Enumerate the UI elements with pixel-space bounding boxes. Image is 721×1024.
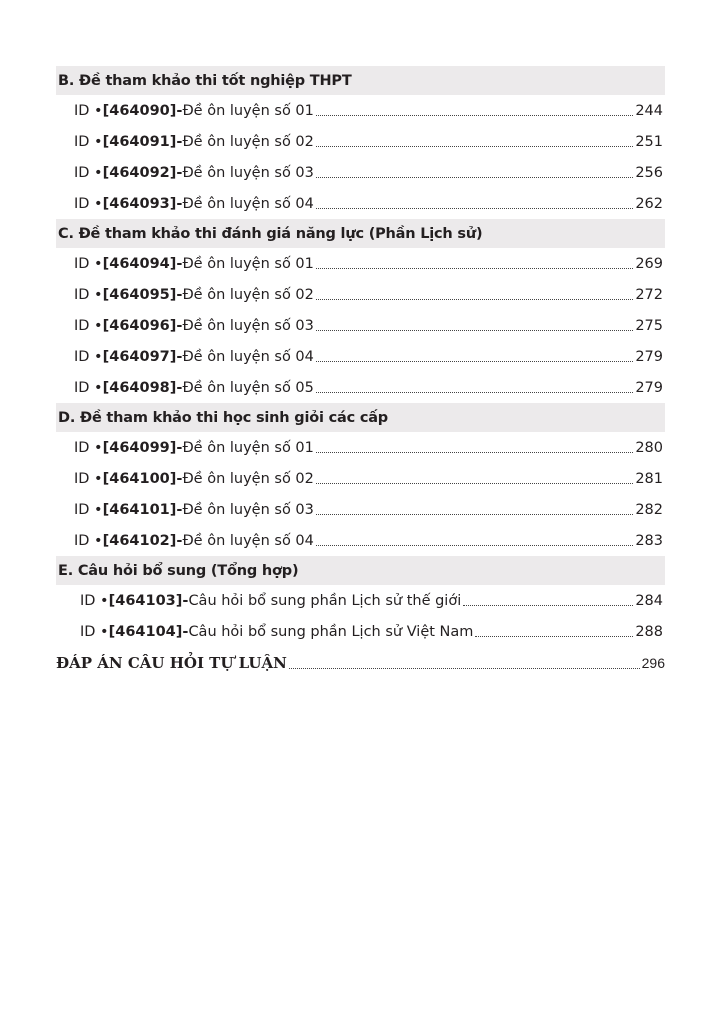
- entry-page: 279: [635, 379, 663, 396]
- entry-separator: -: [176, 317, 183, 334]
- toc-entry[interactable]: [56, 279, 665, 310]
- entry-prefix: ID •: [74, 164, 103, 181]
- entry-prefix: ID •: [74, 102, 103, 119]
- entry-page: 269: [635, 255, 663, 272]
- entry-page: 288: [635, 623, 663, 640]
- entry-separator: -: [176, 195, 183, 212]
- entry-page: 256: [635, 164, 663, 181]
- entry-page: 284: [635, 592, 663, 609]
- entry-prefix: ID •: [74, 317, 103, 334]
- dot-leader: [475, 635, 633, 637]
- entry-id: [464095]: [102, 286, 177, 303]
- dot-leader: [289, 667, 640, 669]
- toc-entry[interactable]: [56, 372, 665, 403]
- entry-title: Đề ôn luyện số 02: [182, 470, 314, 487]
- entry-separator: -: [176, 286, 183, 303]
- answer-key-label: ĐÁP ÁN CÂU HỎI TỰ LUẬN: [56, 654, 287, 672]
- dot-leader: [316, 267, 633, 269]
- section-heading: E. Câu hỏi bổ sung (Tổng hợp): [56, 556, 665, 585]
- dot-leader: [316, 207, 633, 209]
- entry-page: 262: [635, 195, 663, 212]
- entry-separator: -: [176, 532, 183, 549]
- entry-id: [464092]: [102, 164, 177, 181]
- dot-leader: [316, 451, 633, 453]
- entry-page: 281: [635, 470, 663, 487]
- section-heading: D. Đề tham khảo thi học sinh giỏi các cấp: [56, 403, 665, 432]
- dot-leader: [316, 391, 633, 393]
- entry-separator: -: [176, 133, 183, 150]
- entry-title: Đề ôn luyện số 03: [182, 164, 314, 181]
- toc-entry[interactable]: [56, 157, 665, 188]
- entry-title: Đề ôn luyện số 05: [182, 379, 314, 396]
- toc-entry[interactable]: [56, 432, 665, 463]
- entry-title: Đề ôn luyện số 01: [182, 255, 314, 272]
- entry-id: [464099]: [102, 439, 177, 456]
- entry-title: Đề ôn luyện số 04: [182, 195, 314, 212]
- entry-separator: -: [176, 348, 183, 365]
- entry-separator: -: [182, 592, 189, 609]
- entry-title: Đề ôn luyện số 01: [182, 439, 314, 456]
- entry-separator: -: [176, 470, 183, 487]
- dot-leader: [463, 604, 633, 606]
- dot-leader: [316, 482, 633, 484]
- toc-entry[interactable]: [56, 310, 665, 341]
- entry-id: [464101]: [102, 501, 177, 518]
- dot-leader: [316, 513, 633, 515]
- toc-entry[interactable]: [56, 585, 665, 616]
- entry-separator: -: [176, 439, 183, 456]
- entry-separator: -: [182, 623, 189, 640]
- entry-title: Đề ôn luyện số 02: [182, 133, 314, 150]
- toc-entry[interactable]: [56, 463, 665, 494]
- entry-prefix: ID •: [74, 195, 103, 212]
- entry-id: [464096]: [102, 317, 177, 334]
- entry-prefix: ID •: [80, 592, 109, 609]
- entry-title: Đề ôn luyện số 04: [182, 348, 314, 365]
- entry-title: Đề ôn luyện số 04: [182, 532, 314, 549]
- entry-id: [464100]: [102, 470, 177, 487]
- entry-prefix: ID •: [74, 348, 103, 365]
- entry-separator: -: [176, 102, 183, 119]
- entry-id: [464098]: [102, 379, 177, 396]
- entry-title: Câu hỏi bổ sung phần Lịch sử Việt Nam: [188, 623, 474, 640]
- answer-key-entry[interactable]: [56, 647, 665, 679]
- entry-page: 282: [635, 501, 663, 518]
- section-heading: B. Đề tham khảo thi tốt nghiệp THPT: [56, 66, 665, 95]
- entry-page: 251: [635, 133, 663, 150]
- entry-id: [464097]: [102, 348, 177, 365]
- entry-id: [464091]: [102, 133, 177, 150]
- dot-leader: [316, 176, 633, 178]
- entry-title: Đề ôn luyện số 02: [182, 286, 314, 303]
- toc-entry[interactable]: [56, 616, 665, 647]
- entry-title: Đề ôn luyện số 01: [182, 102, 314, 119]
- dot-leader: [316, 114, 633, 116]
- entry-prefix: ID •: [74, 439, 103, 456]
- entry-prefix: ID •: [74, 470, 103, 487]
- toc-entry[interactable]: [56, 188, 665, 219]
- entry-id: [464102]: [102, 532, 177, 549]
- entry-id: [464103]: [108, 592, 183, 609]
- entry-prefix: ID •: [74, 501, 103, 518]
- entry-id: [464090]: [102, 102, 177, 119]
- entry-title: Đề ôn luyện số 03: [182, 501, 314, 518]
- entry-prefix: ID •: [80, 623, 109, 640]
- entry-title: Đề ôn luyện số 03: [182, 317, 314, 334]
- entry-id: [464094]: [102, 255, 177, 272]
- entry-id: [464104]: [108, 623, 183, 640]
- dot-leader: [316, 360, 633, 362]
- toc-entry[interactable]: [56, 494, 665, 525]
- toc-section-b: [56, 66, 665, 219]
- entry-prefix: ID •: [74, 379, 103, 396]
- section-heading: C. Đề tham khảo thi đánh giá năng lực (Phần Lịch sử): [56, 219, 665, 248]
- entry-separator: -: [176, 379, 183, 396]
- entry-prefix: ID •: [74, 532, 103, 549]
- entry-prefix: ID •: [74, 255, 103, 272]
- dot-leader: [316, 329, 633, 331]
- entry-id: [464093]: [102, 195, 177, 212]
- entry-prefix: ID •: [74, 286, 103, 303]
- toc-entry[interactable]: [56, 525, 665, 556]
- toc-entry[interactable]: [56, 248, 665, 279]
- toc-section-c: [56, 219, 665, 403]
- entry-page: 275: [635, 317, 663, 334]
- dot-leader: [316, 145, 633, 147]
- entry-page: 244: [635, 102, 663, 119]
- table-of-contents: [56, 66, 665, 679]
- toc-section-d: [56, 403, 665, 556]
- toc-section-e: [56, 556, 665, 647]
- entry-separator: -: [176, 501, 183, 518]
- entry-page: 283: [635, 532, 663, 549]
- entry-title: Câu hỏi bổ sung phần Lịch sử thế giới: [188, 592, 462, 609]
- entry-prefix: ID •: [74, 133, 103, 150]
- toc-entry[interactable]: [56, 126, 665, 157]
- dot-leader: [316, 298, 633, 300]
- entry-page: 280: [635, 439, 663, 456]
- toc-entry[interactable]: [56, 95, 665, 126]
- entry-separator: -: [176, 255, 183, 272]
- dot-leader: [316, 544, 633, 546]
- answer-key-page: 296: [641, 655, 665, 671]
- entry-page: 279: [635, 348, 663, 365]
- entry-separator: -: [176, 164, 183, 181]
- toc-entry[interactable]: [56, 341, 665, 372]
- entry-page: 272: [635, 286, 663, 303]
